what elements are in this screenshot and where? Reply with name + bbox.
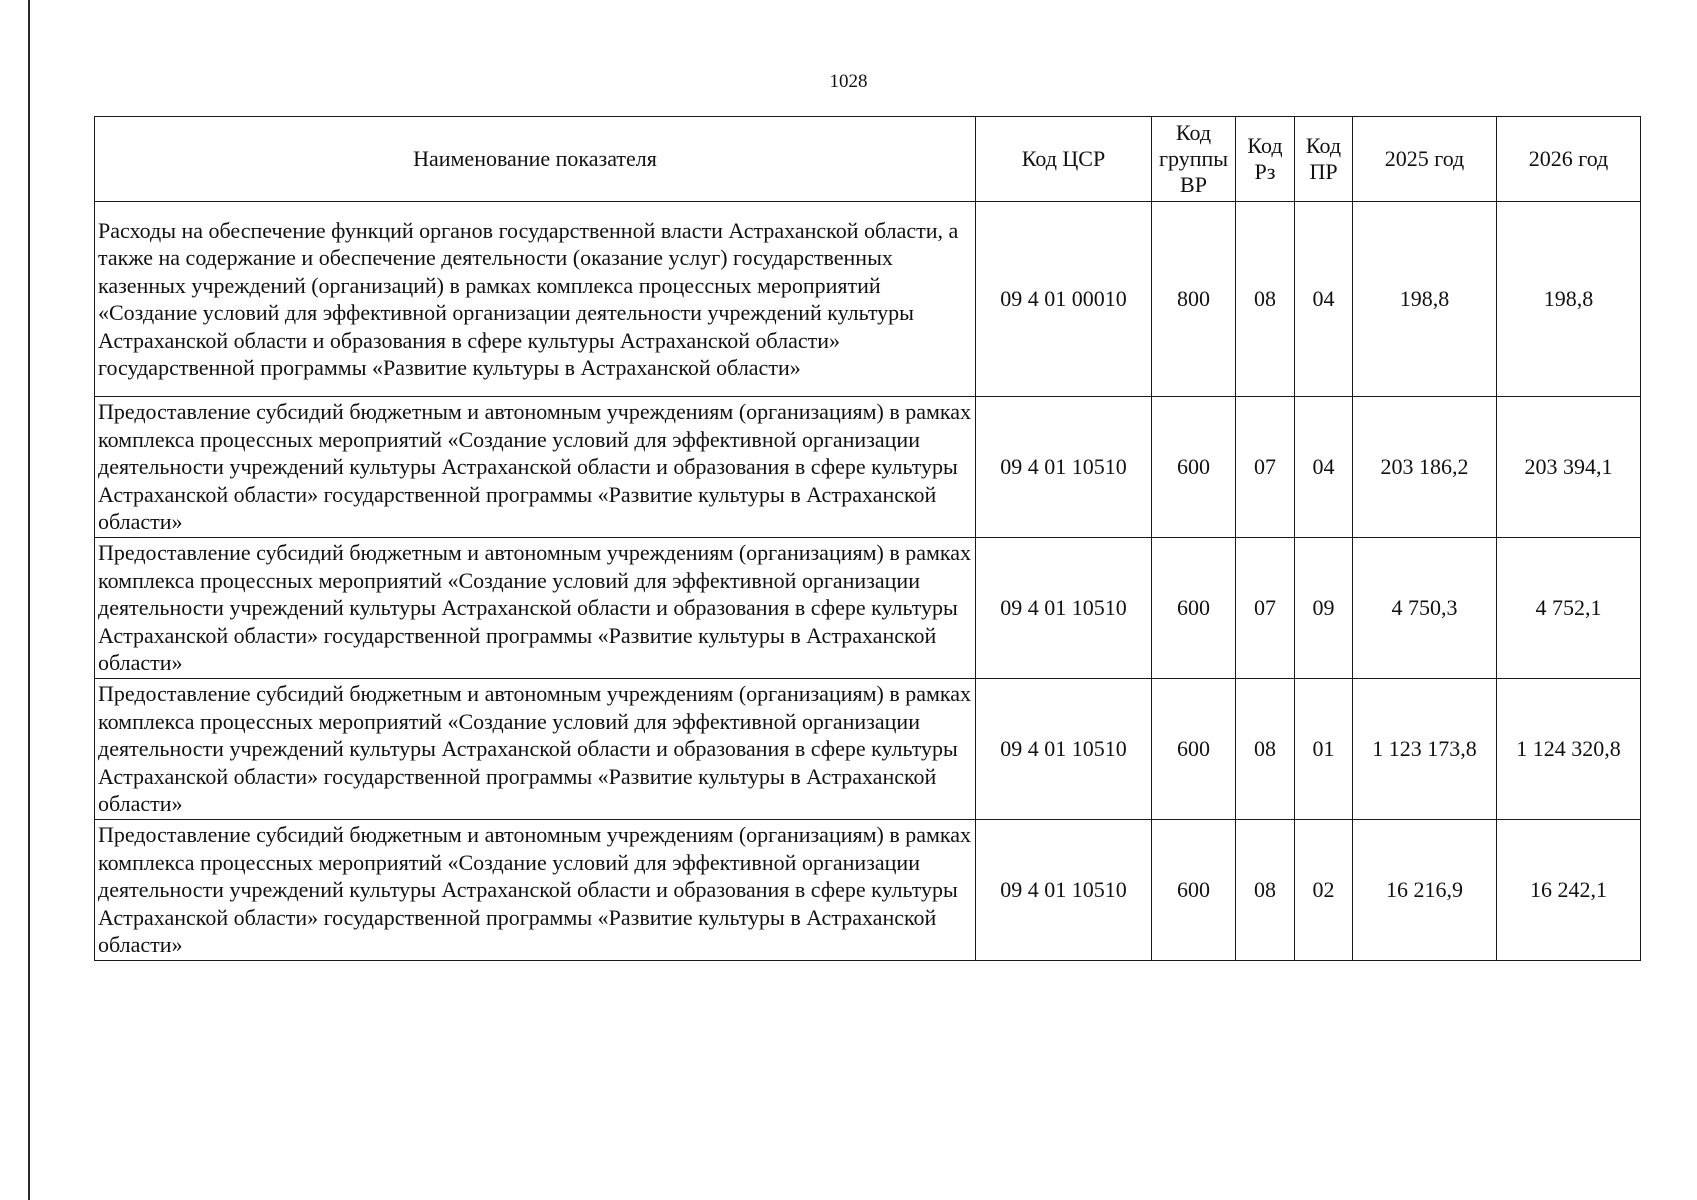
row-2025: 16 216,9 xyxy=(1353,820,1497,961)
row-2025: 203 186,2 xyxy=(1353,397,1497,538)
header-pr: Код ПР xyxy=(1295,117,1353,202)
row-name: Предоставление субсидий бюджетным и автономным учреждениям (организациям) в рамках комплекса процессных мероприятий «Создание условий для эффективной организации деятельности учреждений культуры Астраханской области и образования в сфере культуры Астраханской области» государственной программы «Развитие культуры в Астраханской области» xyxy=(95,820,976,961)
table-header-row xyxy=(95,117,1641,202)
row-pr: 04 xyxy=(1295,397,1353,538)
row-pr: 04 xyxy=(1295,202,1353,397)
row-rz: 08 xyxy=(1236,202,1295,397)
row-2025: 198,8 xyxy=(1353,202,1497,397)
row-pr: 09 xyxy=(1295,538,1353,679)
row-2026: 1 124 320,8 xyxy=(1497,679,1641,820)
row-2025: 1 123 173,8 xyxy=(1353,679,1497,820)
row-rz: 07 xyxy=(1236,397,1295,538)
row-csr: 09 4 01 10510 xyxy=(976,538,1152,679)
row-2026: 203 394,1 xyxy=(1497,397,1641,538)
header-rz: Код Рз xyxy=(1236,117,1295,202)
row-vr: 600 xyxy=(1152,538,1236,679)
header-vr: Код группы ВР xyxy=(1152,117,1236,202)
row-pr: 02 xyxy=(1295,820,1353,961)
table-row xyxy=(95,397,1641,538)
table-row xyxy=(95,538,1641,679)
row-name: Расходы на обеспечение функций органов государственной власти Астраханской области, а также на содержание и обеспечение деятельности (оказание услуг) государственных казенных учреждений (организаций) в рамках комплекса процессных мероприятий «Создание условий для эффективной организации деятельности учреждений культуры Астраханской области и образования в сфере культуры Астраханской области» государственной программы «Развитие культуры в Астраханской области» xyxy=(95,202,976,397)
row-vr: 600 xyxy=(1152,679,1236,820)
header-2025: 2025 год xyxy=(1353,117,1497,202)
header-name: Наименование показателя xyxy=(95,117,976,202)
row-2026: 4 752,1 xyxy=(1497,538,1641,679)
row-rz: 08 xyxy=(1236,820,1295,961)
row-csr: 09 4 01 10510 xyxy=(976,397,1152,538)
row-2026: 198,8 xyxy=(1497,202,1641,397)
row-csr: 09 4 01 00010 xyxy=(976,202,1152,397)
row-rz: 07 xyxy=(1236,538,1295,679)
scan-margin-line xyxy=(28,0,30,1200)
header-2026: 2026 год xyxy=(1497,117,1641,202)
row-vr: 600 xyxy=(1152,397,1236,538)
table-row xyxy=(95,679,1641,820)
row-name: Предоставление субсидий бюджетным и автономным учреждениям (организациям) в рамках комплекса процессных мероприятий «Создание условий для эффективной организации деятельности учреждений культуры Астраханской области и образования в сфере культуры Астраханской области» государственной программы «Развитие культуры в Астраханской области» xyxy=(95,397,976,538)
table-row xyxy=(95,202,1641,397)
row-2025: 4 750,3 xyxy=(1353,538,1497,679)
page-number: 1028 xyxy=(829,71,868,92)
row-csr: 09 4 01 10510 xyxy=(976,679,1152,820)
row-csr: 09 4 01 10510 xyxy=(976,820,1152,961)
row-vr: 600 xyxy=(1152,820,1236,961)
row-name: Предоставление субсидий бюджетным и автономным учреждениям (организациям) в рамках комплекса процессных мероприятий «Создание условий для эффективной организации деятельности учреждений культуры Астраханской области и образования в сфере культуры Астраханской области» государственной программы «Развитие культуры в Астраханской области» xyxy=(95,538,976,679)
row-vr: 800 xyxy=(1152,202,1236,397)
row-2026: 16 242,1 xyxy=(1497,820,1641,961)
budget-table xyxy=(94,116,1641,961)
header-csr: Код ЦСР xyxy=(976,117,1152,202)
row-rz: 08 xyxy=(1236,679,1295,820)
row-name: Предоставление субсидий бюджетным и автономным учреждениям (организациям) в рамках комплекса процессных мероприятий «Создание условий для эффективной организации деятельности учреждений культуры Астраханской области и образования в сфере культуры Астраханской области» государственной программы «Развитие культуры в Астраханской области» xyxy=(95,679,976,820)
table-row xyxy=(95,820,1641,961)
row-pr: 01 xyxy=(1295,679,1353,820)
